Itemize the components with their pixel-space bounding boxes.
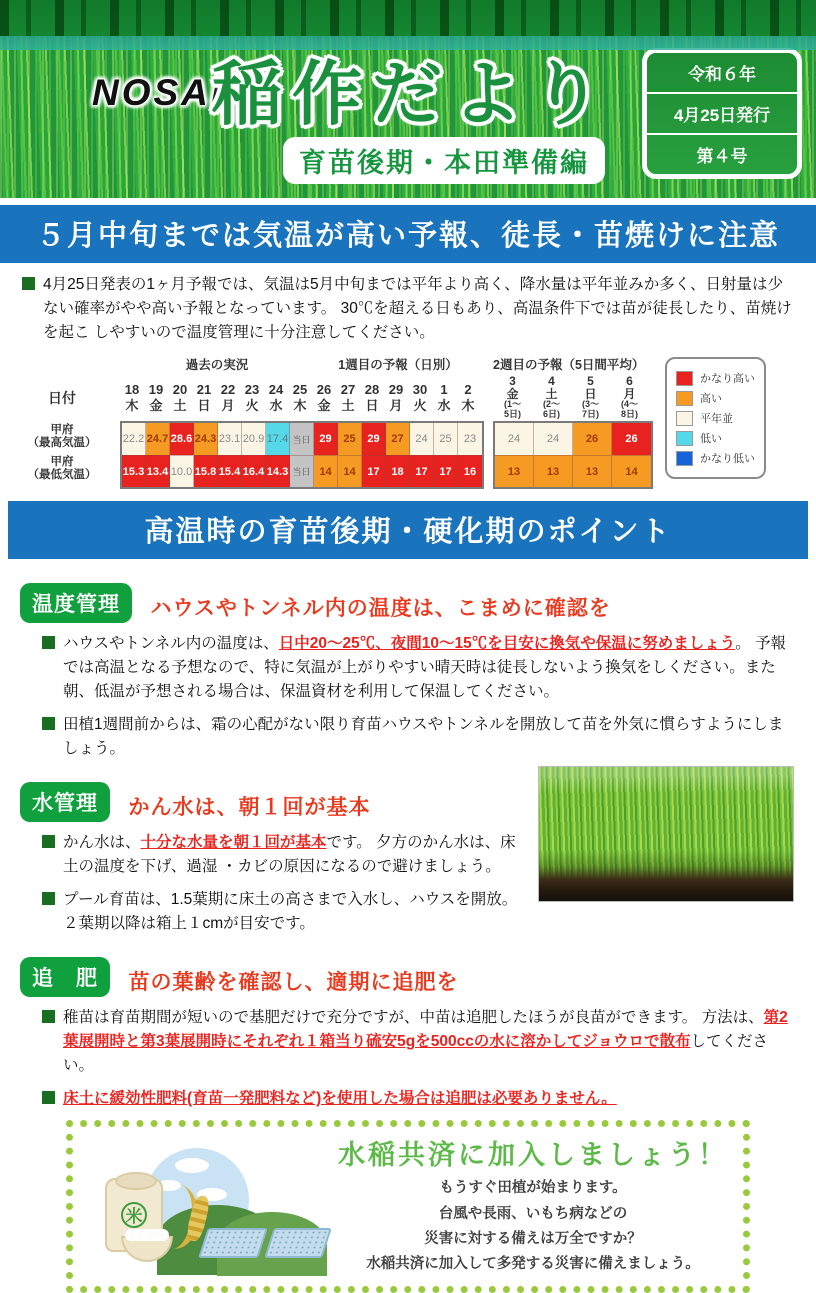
bullet-square-icon (42, 1010, 55, 1023)
temperature-cell: 24.7 (146, 423, 170, 455)
paddy-field-icon (198, 1228, 268, 1258)
rice-farm-illustration (87, 1150, 337, 1262)
bullet-square-icon (42, 835, 55, 848)
promo-line: 災害に対する備えは万全ですか？ (424, 1231, 642, 1247)
cloud-icon (175, 1158, 209, 1173)
bullet-square-icon (22, 277, 35, 290)
points-banner: 高温時の育苗後期・硬化期のポイント (8, 501, 808, 559)
day-header: 21 日 (196, 381, 212, 414)
legend-item (676, 390, 755, 406)
promo-line: もうすぐ田植が始まります。 (439, 1180, 627, 1197)
bullet-item (20, 1006, 796, 1078)
body-text: 。 予報では高温となる予想なので、特に気温が上がりやすい晴天時は徒長しないよう換気をしください。また朝、低温が予想される場合は、保温資材を利用して保温してください。 (63, 635, 787, 701)
issue-number: 第４号 (696, 147, 748, 166)
legend-swatch-very_high (676, 371, 693, 386)
temperature-cell: 25 (434, 423, 458, 455)
emphasized-red-text: 第2葉展開時と第3葉展開時にそれぞれ１箱当り硫安5gを500ccの水に溶かしてジョウロで散布 (63, 1009, 788, 1051)
week2-day-header-row (493, 375, 653, 421)
legend-label: かなり低い (700, 453, 755, 466)
temperature-cell: 13 (573, 455, 612, 487)
week2-forecast-title: 2週目の予報（5日間平均） (493, 358, 645, 373)
bullet-square-icon (42, 636, 55, 649)
legend-label: かなり高い (700, 373, 755, 386)
bullet-item (20, 713, 796, 761)
newsletter-title: 稲作だより (212, 55, 612, 133)
temperature-cell: 18 (386, 455, 410, 487)
temperature-cell: 13.4 (146, 455, 170, 487)
temperature-legend (665, 357, 766, 479)
main-value-grid (120, 421, 484, 489)
temperature-cell: 15.8 (194, 455, 218, 487)
rice-character: 米 (121, 1202, 147, 1228)
paddy-field-icon (264, 1228, 332, 1258)
body-text: してください。 (63, 1033, 769, 1075)
temperature-cell: 14 (612, 455, 651, 487)
temperature-cell: 10.0 (170, 455, 194, 487)
day-header: 24 水 (268, 381, 284, 414)
temperature-cell: 23 (458, 423, 482, 455)
section-badge: 温度管理 (20, 583, 132, 623)
day-header: 19 金 (148, 381, 164, 414)
week2-day-header: 4 土 (2～ 6日) (542, 374, 560, 419)
temperature-cell: 25 (338, 423, 362, 455)
body-text: かん水は、 (63, 834, 141, 852)
day-header: 18 木 (124, 381, 140, 414)
day-header-row (120, 375, 484, 421)
temperature-cell: 28.6 (170, 423, 194, 455)
legend-item (676, 410, 755, 426)
temperature-cell: 29 (362, 423, 386, 455)
week2-day-header: 6 月 (4～ 8日) (620, 374, 638, 419)
temperature-cell: 14.3 (266, 455, 290, 487)
rice-seedlings-photo (538, 766, 794, 902)
temperature-cell: 17 (434, 455, 458, 487)
temperature-cell: 24 (495, 423, 534, 455)
emphasized-red-text: 日中20～25℃、夜間10～15℃を目安に換気や保温に努めましょう (278, 635, 736, 653)
promo-title: 水稲共済に加入しましょう！ (338, 1140, 728, 1171)
day-header: 20 土 (172, 381, 188, 414)
legend-label: 平年並 (700, 413, 733, 426)
legend-swatch-very_low (676, 451, 693, 466)
bullet-square-icon (42, 892, 55, 905)
promo-line: 水稲共済に加入して多発する災害に備えましょう。 (366, 1256, 700, 1273)
bullet-square-icon (42, 1091, 55, 1104)
section-badge: 水管理 (20, 782, 110, 822)
temperature-cell: 14 (338, 455, 362, 487)
body-text: です。 夕方のかん水は、床土の温度を下げ、過湿 ・カビの原因になるので避けましょう。 (63, 834, 516, 876)
insurance-promo-box (66, 1120, 750, 1293)
bullet-item (20, 1087, 796, 1111)
temperature-cell: 当日 (290, 423, 314, 455)
temperature-cell: 22.2 (122, 423, 146, 455)
legend-item (676, 430, 755, 446)
temperature-cell: 24 (534, 423, 573, 455)
chart-main-grid (120, 355, 484, 489)
temperature-cell: 27 (386, 423, 410, 455)
temperature-cell: 16.4 (242, 455, 266, 487)
row-label-max-temp: 甲府 （最高気温） (27, 423, 97, 450)
temperature-cell: 16 (458, 455, 482, 487)
legend-label: 高い (700, 393, 722, 406)
temperature-cell: 17.4 (266, 423, 290, 455)
week2-day-header: 3 金 (1～ 5日) (503, 374, 521, 419)
legend-swatch-normal (676, 411, 693, 426)
issue-date: 4月25日発行 (647, 94, 797, 135)
temperature-cell: 13 (534, 455, 573, 487)
temperature-forecast-chart (0, 349, 816, 491)
temperature-cell: 14 (314, 455, 338, 487)
temperature-cell: 15.4 (218, 455, 242, 487)
bullet-item (20, 632, 796, 704)
legend-item (676, 370, 755, 386)
section-heading: ハウスやトンネル内の温度は、こまめに確認を (150, 596, 611, 620)
row-label-min-temp: 甲府 （最低気温） (27, 455, 97, 482)
emphasized-red-text: 十分な水量を朝１回が基本 (140, 834, 327, 852)
temperature-cell: 15.3 (122, 455, 146, 487)
temperature-cell: 23.1 (218, 423, 242, 455)
chart-row-labels (4, 355, 120, 485)
section-heading: 苗の葉齢を確認し、適期に追肥を (128, 970, 459, 994)
temperature-cell: 29 (314, 423, 338, 455)
chart-week2-grid (493, 355, 653, 489)
day-header: 30 火 (412, 381, 428, 414)
body-text: 田植1週間前からは、霜の心配がない限り育苗ハウスやトンネルを開放して苗を外気に慣らすようにしましょう。 (63, 716, 784, 758)
temperature-cell: 17 (410, 455, 434, 487)
body-text: 稚苗は育苗期間が短いので基肥だけで充分ですが、中苗は追肥したほうが良苗ができます。 方法は、 (63, 1009, 764, 1027)
day-header: 23 火 (244, 381, 260, 414)
temperature-cell: 当日 (290, 455, 314, 487)
section-topdressing (0, 945, 816, 1111)
body-text: ハウスやトンネル内の温度は、 (63, 635, 279, 653)
day-header: 29 月 (388, 381, 404, 414)
week1-forecast-title: 1週目の予報（日別） (338, 358, 458, 373)
bullet-square-icon (42, 717, 55, 730)
body-text: プール育苗は、1.5葉期に床土の高さまで入水し、ハウスを開放。２葉期以降は箱上１cmが目安です。 (63, 891, 518, 933)
day-header: 22 月 (220, 381, 236, 414)
day-header: 28 日 (364, 381, 380, 414)
past-actual-title: 過去の実況 (185, 358, 249, 373)
temperature-cell: 17 (362, 455, 386, 487)
nosai-logo: NOSAI (92, 72, 225, 113)
alert-banner: ５月中旬までは気温が高い予報、徒長・苗焼けに注意 (0, 205, 816, 263)
day-header: 2 木 (461, 381, 475, 414)
day-header: 25 木 (292, 381, 308, 414)
legend-swatch-low (676, 431, 693, 446)
temperature-cell: 13 (495, 455, 534, 487)
temperature-cell: 24 (410, 423, 434, 455)
legend-label: 低い (700, 433, 722, 446)
intro-paragraph (0, 263, 816, 349)
emphasized-red-text: 床土に緩効性肥料(育苗一発肥料など)を使用した場合は追肥は必要ありません。 (63, 1090, 617, 1108)
section-heading: かん水は、朝１回が基本 (128, 795, 371, 819)
promo-line: 台風や長雨、いもち病などの (438, 1205, 628, 1222)
day-header: 1 水 (437, 381, 451, 414)
legend-item (676, 450, 755, 466)
newsletter-subtitle: 育苗後期・本田準備編 (283, 137, 605, 184)
issue-year: 令和６年 (647, 53, 797, 94)
legend-swatch-high (676, 391, 693, 406)
date-label: 日付 (48, 390, 76, 407)
section-badge: 追 肥 (20, 957, 110, 997)
issue-info-box (642, 48, 802, 179)
header-banner (0, 0, 816, 198)
section-water-management (0, 770, 816, 936)
temperature-cell: 26 (612, 423, 651, 455)
intro-text: 4月25日発表の1ヶ月予報では、気温は5月中旬までは平年より高く、降水量は平年並みか多く、日射量は少ない確率がやや高い予報となっています。 30℃を超える日もあり、高温条件下では苗が徒長したり、苗焼けを起こ しやすいので温度管理に十分注意してください。 (43, 276, 792, 342)
week2-value-grid (493, 421, 653, 489)
temperature-cell: 26 (573, 423, 612, 455)
day-header: 27 土 (340, 381, 356, 414)
section-temperature-management (0, 571, 816, 761)
day-header: 26 金 (316, 381, 332, 414)
temperature-cell: 20.9 (242, 423, 266, 455)
temperature-cell: 24.3 (194, 423, 218, 455)
week2-day-header: 5 日 (3～ 7日) (581, 374, 599, 419)
